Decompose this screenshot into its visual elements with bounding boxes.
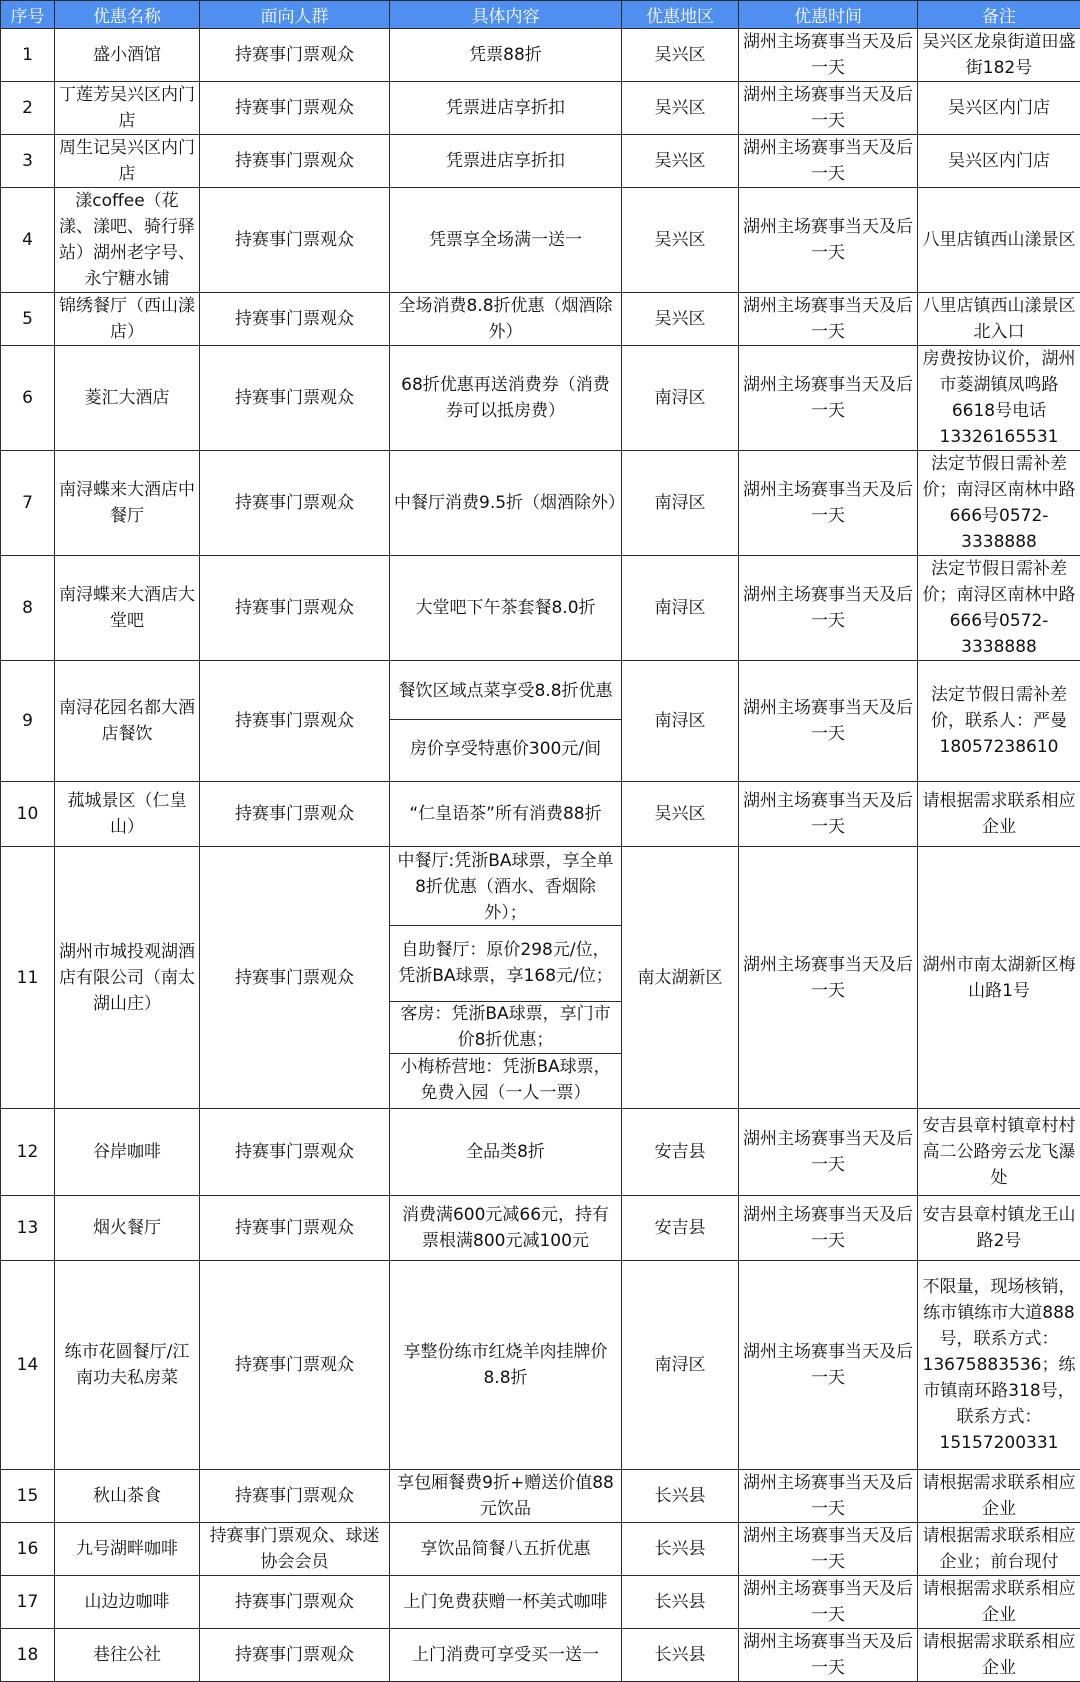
- content-subitem: 餐饮区域点菜享受8.8折优惠: [390, 664, 621, 719]
- content-sublist: [390, 664, 621, 779]
- cell-region: 南浔区: [622, 556, 739, 661]
- cell-region: 南浔区: [622, 346, 739, 451]
- cell-region: 南太湖新区: [622, 847, 739, 1109]
- header-name: 优惠名称: [55, 1, 200, 29]
- cell-region: 吴兴区: [622, 135, 739, 188]
- cell-audience: 持赛事门票观众: [200, 1261, 390, 1470]
- cell-no: 11: [1, 847, 55, 1109]
- cell-region: 南浔区: [622, 1261, 739, 1470]
- cell-region: 南浔区: [622, 661, 739, 782]
- table-row: [1, 1109, 1080, 1196]
- cell-no: 2: [1, 82, 55, 135]
- cell-note: 请根据需求联系相应企业: [918, 1470, 1080, 1523]
- header-audience: 面向人群: [200, 1, 390, 29]
- cell-note: 请根据需求联系相应企业；前台现付: [918, 1523, 1080, 1576]
- header-no: 序号: [1, 1, 55, 29]
- cell-time: 湖州主场赛事当天及后一天: [739, 135, 918, 188]
- cell-region: 吴兴区: [622, 782, 739, 847]
- cell-name: 南浔蝶来大酒店中餐厅: [55, 451, 200, 556]
- cell-region: 安吉县: [622, 1196, 739, 1261]
- cell-region: 长兴县: [622, 1629, 739, 1682]
- cell-region: 长兴县: [622, 1523, 739, 1576]
- cell-content: 凭票享全场满一送一: [390, 188, 622, 293]
- cell-note: 房费按协议价，湖州市菱湖镇凤鸣路6618号电话13326165531: [918, 346, 1080, 451]
- cell-audience: 持赛事门票观众: [200, 1629, 390, 1682]
- cell-region: 吴兴区: [622, 29, 739, 82]
- cell-region: 吴兴区: [622, 293, 739, 346]
- cell-audience: 持赛事门票观众: [200, 556, 390, 661]
- cell-audience: 持赛事门票观众: [200, 782, 390, 847]
- cell-content: [390, 847, 622, 1109]
- cell-region: 吴兴区: [622, 82, 739, 135]
- cell-no: 4: [1, 188, 55, 293]
- header-note: 备注: [918, 1, 1080, 29]
- cell-region: 长兴县: [622, 1576, 739, 1629]
- cell-time: 湖州主场赛事当天及后一天: [739, 661, 918, 782]
- table-row: [1, 82, 1080, 135]
- cell-audience: 持赛事门票观众: [200, 293, 390, 346]
- cell-audience: 持赛事门票观众: [200, 135, 390, 188]
- cell-note: 湖州市南太湖新区梅山路1号: [918, 847, 1080, 1109]
- header-region: 优惠地区: [622, 1, 739, 29]
- cell-note: 法定节假日需补差价，联系人：严曼18057238610: [918, 661, 1080, 782]
- cell-audience: 持赛事门票观众: [200, 346, 390, 451]
- table-row: [1, 1576, 1080, 1629]
- table-row: [1, 135, 1080, 188]
- cell-content: “仁皇语茶”所有消费88折: [390, 782, 622, 847]
- content-subitem: 小梅桥营地：凭浙BA球票，免费入园（一人一票）: [390, 1053, 621, 1107]
- cell-audience: 持赛事门票观众: [200, 451, 390, 556]
- cell-name: 秋山茶食: [55, 1470, 200, 1523]
- cell-name: 巷往公社: [55, 1629, 200, 1682]
- cell-note: 请根据需求联系相应企业: [918, 782, 1080, 847]
- table-row: [1, 782, 1080, 847]
- cell-note: 安吉县章村镇龙王山路2号: [918, 1196, 1080, 1261]
- table-row: [1, 1629, 1080, 1682]
- cell-note: 吴兴区内门店: [918, 82, 1080, 135]
- cell-time: 湖州主场赛事当天及后一天: [739, 1261, 918, 1470]
- cell-content: 大堂吧下午茶套餐8.0折: [390, 556, 622, 661]
- cell-name: 南浔蝶来大酒店大堂吧: [55, 556, 200, 661]
- cell-audience: 持赛事门票观众: [200, 1109, 390, 1196]
- cell-no: 14: [1, 1261, 55, 1470]
- cell-content: 全品类8折: [390, 1109, 622, 1196]
- cell-no: 9: [1, 661, 55, 782]
- cell-no: 15: [1, 1470, 55, 1523]
- cell-content: 68折优惠再送消费券（消费券可以抵房费）: [390, 346, 622, 451]
- cell-content: 享包厢餐费9折+赠送价值88元饮品: [390, 1470, 622, 1523]
- cell-no: 1: [1, 29, 55, 82]
- cell-name: 练市花圆餐厅/江南功夫私房菜: [55, 1261, 200, 1470]
- cell-content: 上门免费获赠一杯美式咖啡: [390, 1576, 622, 1629]
- table-row: [1, 188, 1080, 293]
- cell-time: 湖州主场赛事当天及后一天: [739, 1470, 918, 1523]
- cell-name: 南浔花园名都大酒店餐饮: [55, 661, 200, 782]
- cell-time: 湖州主场赛事当天及后一天: [739, 847, 918, 1109]
- cell-name: 菱汇大酒店: [55, 346, 200, 451]
- cell-note: 法定节假日需补差价；南浔区南林中路666号0572-3338888: [918, 451, 1080, 556]
- cell-no: 8: [1, 556, 55, 661]
- cell-name: 周生记吴兴区内门店: [55, 135, 200, 188]
- header-content: 具体内容: [390, 1, 622, 29]
- cell-audience: 持赛事门票观众: [200, 847, 390, 1109]
- cell-audience: 持赛事门票观众: [200, 1576, 390, 1629]
- content-subitem: 房价享受特惠价300元/间: [390, 719, 621, 779]
- cell-audience: 持赛事门票观众: [200, 82, 390, 135]
- content-sublist: [390, 849, 621, 1107]
- cell-time: 湖州主场赛事当天及后一天: [739, 29, 918, 82]
- cell-note: 不限量，现场核销，练市镇练市大道888号，联系方式：13675883536；练市镇南环路318号，联系方式：15157200331: [918, 1261, 1080, 1470]
- cell-content: 凭票进店享折扣: [390, 82, 622, 135]
- cell-note: 请根据需求联系相应企业: [918, 1629, 1080, 1682]
- cell-name: 丁莲芳吴兴区内门店: [55, 82, 200, 135]
- cell-region: 南浔区: [622, 451, 739, 556]
- cell-no: 12: [1, 1109, 55, 1196]
- cell-time: 湖州主场赛事当天及后一天: [739, 293, 918, 346]
- cell-no: 3: [1, 135, 55, 188]
- table-body: [1, 29, 1080, 1682]
- cell-name: 漾coffee（花漾、漾吧、骑行驿站）湖州老字号、永宁糖水铺: [55, 188, 200, 293]
- cell-region: 安吉县: [622, 1109, 739, 1196]
- cell-content: 上门消费可享受买一送一: [390, 1629, 622, 1682]
- table-row: [1, 661, 1080, 782]
- cell-audience: 持赛事门票观众: [200, 1196, 390, 1261]
- cell-time: 湖州主场赛事当天及后一天: [739, 188, 918, 293]
- content-subitem: 客房：凭浙BA球票，享门市价8折优惠；: [390, 1001, 621, 1053]
- table-row: [1, 293, 1080, 346]
- table-row: [1, 1523, 1080, 1576]
- cell-name: 山边边咖啡: [55, 1576, 200, 1629]
- cell-time: 湖州主场赛事当天及后一天: [739, 1629, 918, 1682]
- cell-audience: 持赛事门票观众: [200, 1470, 390, 1523]
- cell-content: 全场消费8.8折优惠（烟酒除外）: [390, 293, 622, 346]
- cell-audience: 持赛事门票观众: [200, 29, 390, 82]
- cell-content: 消费满600元减66元，持有票根满800元减100元: [390, 1196, 622, 1261]
- cell-note: 吴兴区内门店: [918, 135, 1080, 188]
- header-time: 优惠时间: [739, 1, 918, 29]
- table-row: [1, 847, 1080, 1109]
- cell-no: 10: [1, 782, 55, 847]
- cell-no: 16: [1, 1523, 55, 1576]
- cell-no: 5: [1, 293, 55, 346]
- content-subitem: 自助餐厅：原价298元/位，凭浙BA球票，享168元/位；: [390, 925, 621, 1001]
- cell-no: 13: [1, 1196, 55, 1261]
- cell-time: 湖州主场赛事当天及后一天: [739, 1576, 918, 1629]
- cell-no: 17: [1, 1576, 55, 1629]
- cell-time: 湖州主场赛事当天及后一天: [739, 346, 918, 451]
- cell-no: 6: [1, 346, 55, 451]
- table-row: [1, 1470, 1080, 1523]
- cell-content: 凭票进店享折扣: [390, 135, 622, 188]
- table-row: [1, 1261, 1080, 1470]
- cell-name: 菰城景区（仁皇山）: [55, 782, 200, 847]
- cell-region: 吴兴区: [622, 188, 739, 293]
- cell-note: 八里店镇西山漾景区北入口: [918, 293, 1080, 346]
- cell-content: [390, 661, 622, 782]
- table-row: [1, 556, 1080, 661]
- table-row: [1, 1196, 1080, 1261]
- cell-no: 7: [1, 451, 55, 556]
- cell-content: 享饮品简餐八五折优惠: [390, 1523, 622, 1576]
- cell-time: 湖州主场赛事当天及后一天: [739, 556, 918, 661]
- cell-name: 盛小酒馆: [55, 29, 200, 82]
- cell-no: 18: [1, 1629, 55, 1682]
- table-row: [1, 346, 1080, 451]
- cell-content: 凭票88折: [390, 29, 622, 82]
- cell-time: 湖州主场赛事当天及后一天: [739, 451, 918, 556]
- cell-note: 法定节假日需补差价；南浔区南林中路666号0572-3338888: [918, 556, 1080, 661]
- cell-note: 请根据需求联系相应企业: [918, 1576, 1080, 1629]
- cell-note: 八里店镇西山漾景区: [918, 188, 1080, 293]
- cell-name: 烟火餐厅: [55, 1196, 200, 1261]
- cell-note: 安吉县章村镇章村村高二公路旁云龙飞瀑处: [918, 1109, 1080, 1196]
- cell-audience: 持赛事门票观众: [200, 188, 390, 293]
- cell-time: 湖州主场赛事当天及后一天: [739, 1196, 918, 1261]
- table-row: [1, 29, 1080, 82]
- header-row: [1, 1, 1080, 29]
- cell-audience: 持赛事门票观众、球迷协会会员: [200, 1523, 390, 1576]
- cell-note: 吴兴区龙泉街道田盛街182号: [918, 29, 1080, 82]
- cell-content: 享整份练市红烧羊肉挂牌价8.8折: [390, 1261, 622, 1470]
- cell-time: 湖州主场赛事当天及后一天: [739, 1523, 918, 1576]
- cell-audience: 持赛事门票观众: [200, 661, 390, 782]
- cell-region: 长兴县: [622, 1470, 739, 1523]
- cell-name: 谷岸咖啡: [55, 1109, 200, 1196]
- cell-name: 锦绣餐厅（西山漾店）: [55, 293, 200, 346]
- table-row: [1, 451, 1080, 556]
- cell-name: 湖州市城投观湖酒店有限公司（南太湖山庄）: [55, 847, 200, 1109]
- cell-time: 湖州主场赛事当天及后一天: [739, 782, 918, 847]
- cell-time: 湖州主场赛事当天及后一天: [739, 82, 918, 135]
- cell-name: 九号湖畔咖啡: [55, 1523, 200, 1576]
- content-subitem: 中餐厅:凭浙BA球票，享全单8折优惠（酒水、香烟除外）；: [390, 849, 621, 925]
- cell-content: 中餐厅消费9.5折（烟酒除外）: [390, 451, 622, 556]
- cell-time: 湖州主场赛事当天及后一天: [739, 1109, 918, 1196]
